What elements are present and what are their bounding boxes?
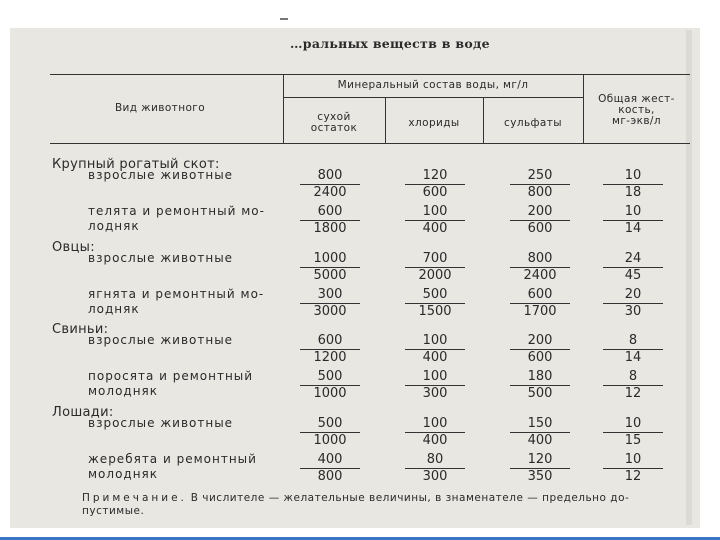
- group-heading: Крупный рогатый скот:: [52, 157, 220, 172]
- cell-dry-numerator: 800: [317, 168, 343, 183]
- cell-sul-denominator: 800: [510, 184, 570, 200]
- cell-chl-numerator: 700: [422, 251, 448, 266]
- header-dry-line-1: сухой: [317, 111, 351, 123]
- cell-dry-denominator: 800: [300, 468, 360, 484]
- cell-dry-numerator: 300: [317, 287, 343, 302]
- cell-dry-denominator: 1000: [300, 432, 360, 448]
- cell-hard-numerator: 10: [624, 168, 642, 183]
- group-heading: Свиньи:: [52, 322, 109, 337]
- header-hardness-line-3: мг-экв/л: [612, 115, 661, 127]
- cell-chl-denominator: 600: [405, 184, 465, 200]
- cell-sul-denominator: 350: [510, 468, 570, 484]
- cell-chl-denominator: 300: [405, 468, 465, 484]
- cell-sul-numerator: 120: [527, 452, 553, 467]
- cell-sul-numerator: 800: [527, 251, 553, 266]
- cell-dry-numerator: 400: [317, 452, 343, 467]
- cell-sul-denominator: 500: [510, 385, 570, 401]
- cell-hard-denominator: 18: [603, 184, 663, 200]
- row-label: молодняк: [88, 467, 159, 481]
- cell-dry-denominator: 3000: [300, 303, 360, 319]
- header-animal: Вид животного: [114, 102, 206, 114]
- cell-chl-denominator: 2000: [405, 267, 465, 283]
- row-label: молодняк: [88, 384, 159, 398]
- cell-chl-numerator: 100: [422, 416, 448, 431]
- cell-hard-denominator: 14: [603, 349, 663, 365]
- row-label: телята и ремонтный мо-: [88, 204, 265, 218]
- cell-chl-numerator: 100: [422, 333, 448, 348]
- cell-chl-numerator: 120: [422, 168, 448, 183]
- header-hardness: [583, 94, 690, 127]
- header-bottom-rule: [50, 143, 690, 144]
- cell-chl-denominator: 1500: [405, 303, 465, 319]
- cell-hard-denominator: 12: [603, 468, 663, 484]
- header-top-rule: [50, 74, 690, 75]
- scan-artifact: [280, 18, 288, 20]
- cell-dry-denominator: 5000: [300, 267, 360, 283]
- row-label: поросята и ремонтный: [88, 369, 254, 383]
- row-label: взрослые животные: [88, 416, 234, 430]
- cell-chl-numerator: 100: [422, 204, 448, 219]
- cell-sul-denominator: 1700: [510, 303, 570, 319]
- header-mineral-group: Минеральный состав воды, мг/л: [337, 79, 529, 91]
- header-hardness-line-2: кость,: [618, 104, 655, 116]
- cell-hard-denominator: 45: [603, 267, 663, 283]
- cell-hard-numerator: 24: [624, 251, 642, 266]
- cell-sul-denominator: 400: [510, 432, 570, 448]
- group-heading: Лошади:: [52, 405, 114, 420]
- cell-hard-denominator: 14: [603, 220, 663, 236]
- cell-chl-numerator: 100: [422, 369, 448, 384]
- cell-hard-numerator: 10: [624, 204, 642, 219]
- cell-sul-denominator: 2400: [510, 267, 570, 283]
- cell-hard-numerator: 8: [628, 369, 638, 384]
- row-label: взрослые животные: [88, 168, 234, 182]
- cell-dry-denominator: 1800: [300, 220, 360, 236]
- cell-chl-numerator: 500: [422, 287, 448, 302]
- row-label: взрослые животные: [88, 251, 234, 265]
- cell-sul-denominator: 600: [510, 349, 570, 365]
- cell-chl-denominator: 400: [405, 349, 465, 365]
- note-line-2: пустимые.: [82, 505, 145, 517]
- row-label: ягнята и ремонтный мо-: [88, 287, 265, 301]
- cell-dry-numerator: 600: [317, 333, 343, 348]
- header-dry-residue: [283, 112, 385, 134]
- cell-sul-numerator: 180: [527, 369, 553, 384]
- cell-sul-denominator: 600: [510, 220, 570, 236]
- cell-hard-denominator: 12: [603, 385, 663, 401]
- cell-hard-denominator: 15: [603, 432, 663, 448]
- cell-chl-denominator: 400: [405, 432, 465, 448]
- cell-dry-numerator: 500: [317, 416, 343, 431]
- cell-hard-denominator: 30: [603, 303, 663, 319]
- cell-sul-numerator: 250: [527, 168, 553, 183]
- row-label: взрослые животные: [88, 333, 234, 347]
- cell-hard-numerator: 8: [628, 333, 638, 348]
- row-label: лодняк: [88, 219, 140, 233]
- row-label: лодняк: [88, 302, 140, 316]
- cell-sul-numerator: 200: [527, 204, 553, 219]
- group-heading: Овцы:: [52, 240, 95, 255]
- cell-chl-numerator: 80: [426, 452, 444, 467]
- header-dry-line-2: остаток: [310, 122, 358, 134]
- cell-chl-denominator: 400: [405, 220, 465, 236]
- header-hardness-line-1: Общая жест-: [598, 93, 675, 105]
- cell-sul-numerator: 150: [527, 416, 553, 431]
- cell-dry-denominator: 1200: [300, 349, 360, 365]
- cell-hard-numerator: 10: [624, 416, 642, 431]
- header-chlorides: хлориды: [408, 117, 460, 129]
- cell-sul-numerator: 200: [527, 333, 553, 348]
- note-line-1: В числителе — желательные величины, в знаменателе — предельно до-: [186, 492, 630, 504]
- cell-hard-numerator: 20: [624, 287, 642, 302]
- table-title: …ральных веществ в воде: [290, 36, 490, 51]
- cell-hard-numerator: 10: [624, 452, 642, 467]
- table-note: [82, 492, 682, 518]
- cell-dry-denominator: 1000: [300, 385, 360, 401]
- subheader-rule: [283, 97, 583, 98]
- cell-sul-numerator: 600: [527, 287, 553, 302]
- cell-chl-denominator: 300: [405, 385, 465, 401]
- cell-dry-numerator: 1000: [313, 251, 347, 266]
- note-lead: Примечание.: [82, 492, 187, 504]
- cell-dry-numerator: 600: [317, 204, 343, 219]
- cell-dry-numerator: 500: [317, 369, 343, 384]
- row-label: жеребята и ремонтный: [88, 452, 257, 466]
- cell-dry-denominator: 2400: [300, 184, 360, 200]
- header-sulfates: сульфаты: [504, 117, 562, 129]
